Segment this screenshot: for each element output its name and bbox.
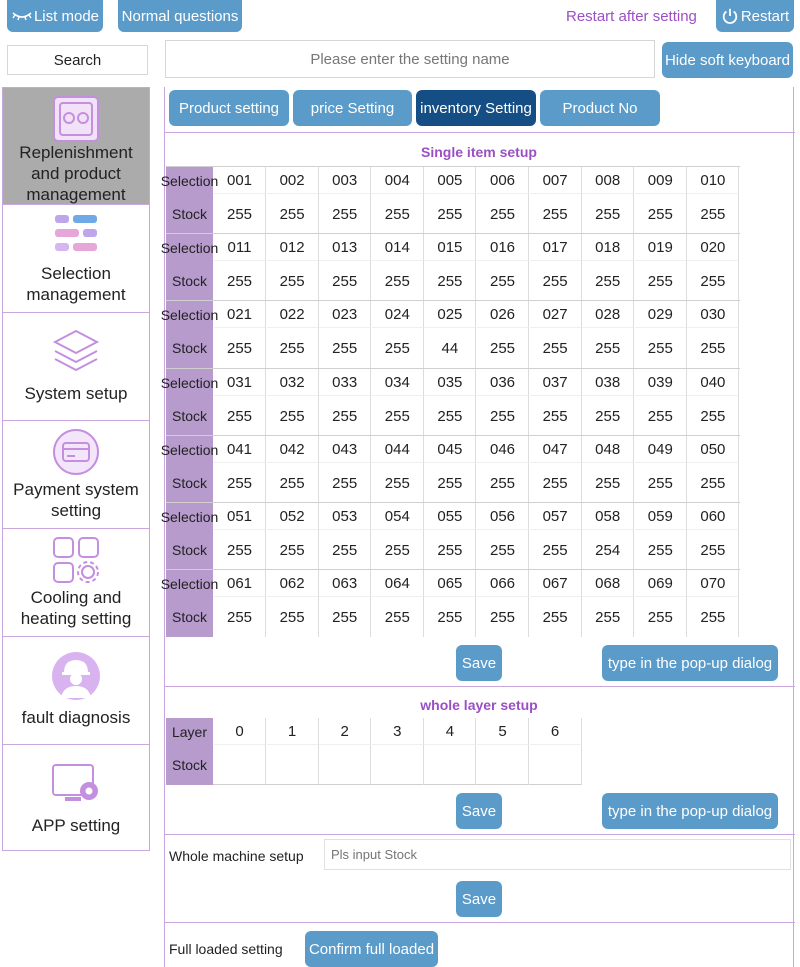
whole-layer-save-button[interactable] (456, 793, 502, 829)
stock-cell[interactable]: 254 (582, 530, 634, 570)
selection-cell: 045 (424, 436, 476, 463)
stock-cell[interactable]: 255 (372, 463, 424, 503)
single-item-row-block (160, 502, 740, 569)
stock-cell[interactable]: 44 (424, 328, 476, 368)
stock-cell[interactable]: 255 (530, 194, 582, 234)
restart-label: Restart (740, 7, 790, 25)
selection-cell: 048 (582, 436, 634, 463)
selection-cell: 036 (477, 369, 529, 396)
stock-cell[interactable]: 255 (214, 328, 266, 368)
stock-cell[interactable]: 255 (477, 396, 529, 436)
selection-cell: 069 (635, 570, 687, 597)
stock-cell[interactable]: 255 (424, 396, 476, 436)
selection-cell: 053 (319, 503, 371, 530)
layer-header: Layer (166, 718, 213, 745)
stock-header: Stock (166, 530, 213, 570)
normal-questions-label: Normal questions (121, 7, 239, 25)
cooling-heating-icon (51, 535, 101, 585)
selection-cell: 001 (214, 167, 266, 194)
whole-machine-label: Whole machine setup (169, 848, 304, 864)
selection-icon (51, 211, 101, 261)
stock-cell[interactable]: 255 (477, 194, 529, 234)
stock-cell[interactable]: 255 (372, 328, 424, 368)
sidebar-item-label: fault diagnosis (21, 708, 131, 727)
single-item-row-block (160, 368, 740, 435)
sidebar-item-payment[interactable] (3, 421, 149, 529)
stock-cell[interactable]: 255 (319, 396, 371, 436)
selection-cell: 034 (372, 369, 424, 396)
stock-cell[interactable]: 255 (582, 463, 634, 503)
stock-cell[interactable]: 255 (267, 261, 319, 301)
selection-cell: 032 (267, 369, 319, 396)
selection-cell: 067 (530, 570, 582, 597)
selection-cell: 009 (635, 167, 687, 194)
stock-cell[interactable]: 255 (635, 328, 687, 368)
stock-cell[interactable]: 255 (214, 530, 266, 570)
selection-cell: 064 (372, 570, 424, 597)
selection-cell: 057 (530, 503, 582, 530)
selection-cell: 027 (530, 301, 582, 328)
whole-machine-stock-input[interactable] (324, 839, 791, 870)
stock-header: Stock (166, 745, 213, 785)
sidebar-item-label: Cooling and heating setting (20, 588, 132, 628)
selection-cell: 021 (214, 301, 266, 328)
layer-stock-cell[interactable] (214, 745, 266, 785)
stock-cell[interactable]: 255 (372, 597, 424, 637)
sidebar-item-fault-diagnosis[interactable] (3, 637, 149, 745)
layer-cell: 5 (477, 718, 529, 745)
selection-cell: 007 (530, 167, 582, 194)
selection-cell: 049 (635, 436, 687, 463)
stock-cell[interactable]: 255 (424, 463, 476, 503)
tab-inventory-setting[interactable] (416, 90, 536, 126)
selection-cell: 043 (319, 436, 371, 463)
stock-cell[interactable]: 255 (319, 328, 371, 368)
selection-cell: 041 (214, 436, 266, 463)
stock-cell[interactable]: 255 (267, 597, 319, 637)
stock-cell[interactable]: 255 (582, 396, 634, 436)
stock-cell[interactable]: 255 (530, 396, 582, 436)
selection-cell: 046 (477, 436, 529, 463)
selection-cell: 025 (424, 301, 476, 328)
single-item-row-block (160, 233, 740, 300)
selection-cell: 050 (687, 436, 739, 463)
selection-cell: 038 (582, 369, 634, 396)
list-mode-label: List mode (33, 7, 100, 25)
selection-cell: 039 (635, 369, 687, 396)
stock-cell[interactable]: 255 (582, 261, 634, 301)
selection-cell: 003 (319, 167, 371, 194)
stock-cell[interactable]: 255 (477, 597, 529, 637)
stock-cell[interactable]: 255 (582, 597, 634, 637)
divider (165, 686, 795, 687)
selection-cell: 020 (687, 234, 739, 261)
tab-label: Product setting (178, 99, 280, 117)
sidebar-item-label: Selection management (26, 264, 126, 304)
tab-product-setting[interactable] (169, 90, 289, 126)
stock-header: Stock (166, 396, 213, 436)
stock-cell[interactable]: 255 (477, 328, 529, 368)
payment-card-icon (51, 427, 101, 477)
stock-cell[interactable]: 255 (424, 597, 476, 637)
selection-cell: 011 (214, 234, 266, 261)
selection-cell: 017 (530, 234, 582, 261)
eye-closed-icon (11, 10, 33, 22)
stock-header: Stock (166, 463, 213, 503)
layer-stock-cell[interactable] (372, 745, 424, 785)
selection-cell: 054 (372, 503, 424, 530)
selection-cell: 066 (477, 570, 529, 597)
selection-cell: 035 (424, 369, 476, 396)
selection-cell: 023 (319, 301, 371, 328)
selection-cell: 052 (267, 503, 319, 530)
single-item-row-block (160, 166, 740, 233)
sidebar-item-replenishment[interactable] (3, 88, 149, 205)
selection-cell: 005 (424, 167, 476, 194)
selection-cell: 044 (372, 436, 424, 463)
stock-cell[interactable]: 255 (687, 328, 739, 368)
search-button[interactable]: Search (7, 45, 148, 75)
selection-cell: 026 (477, 301, 529, 328)
selection-cell: 031 (214, 369, 266, 396)
selection-cell: 016 (477, 234, 529, 261)
selection-cell: 060 (687, 503, 739, 530)
confirm-full-loaded-label: Confirm full loaded (308, 940, 435, 958)
selection-cell: 030 (687, 301, 739, 328)
selection-header: Selection (166, 167, 213, 194)
stock-cell[interactable]: 255 (687, 396, 739, 436)
sidebar-item-label: APP setting (31, 816, 121, 835)
selection-cell: 004 (372, 167, 424, 194)
single-item-title: Single item setup (421, 144, 537, 160)
stock-cell[interactable]: 255 (372, 194, 424, 234)
tab-label: Product No (562, 99, 638, 117)
selection-cell: 010 (687, 167, 739, 194)
sidebar-item-selection[interactable] (3, 205, 149, 313)
selection-header: Selection (166, 503, 213, 530)
stock-cell[interactable]: 255 (319, 194, 371, 234)
stock-cell[interactable]: 255 (687, 597, 739, 637)
stock-cell[interactable]: 255 (635, 597, 687, 637)
sidebar-item-label: Replenishment and product management (19, 143, 133, 204)
layer-cell: 2 (319, 718, 371, 745)
stock-cell[interactable]: 255 (635, 463, 687, 503)
selection-cell: 006 (477, 167, 529, 194)
single-item-row-block (160, 435, 740, 502)
layers-icon (51, 327, 101, 377)
stock-cell[interactable]: 255 (530, 530, 582, 570)
single-item-save-button[interactable] (456, 645, 502, 681)
selection-cell: 061 (214, 570, 266, 597)
selection-cell: 058 (582, 503, 634, 530)
selection-cell: 013 (319, 234, 371, 261)
stock-cell[interactable]: 255 (687, 463, 739, 503)
stock-cell[interactable]: 255 (424, 261, 476, 301)
selection-cell: 063 (319, 570, 371, 597)
selection-cell: 065 (424, 570, 476, 597)
stock-cell[interactable]: 255 (687, 194, 739, 234)
stock-cell[interactable]: 255 (214, 261, 266, 301)
selection-header: Selection (166, 234, 213, 261)
layer-stock-cell[interactable] (530, 745, 582, 785)
sidebar-item-label: System setup (24, 384, 128, 403)
stock-cell[interactable]: 255 (214, 194, 266, 234)
stock-cell[interactable]: 255 (424, 530, 476, 570)
stock-cell[interactable]: 255 (687, 261, 739, 301)
popup-label: type in the pop-up dialog (607, 654, 773, 672)
app-gear-icon (51, 761, 101, 811)
sidebar-item-system-setup[interactable] (3, 313, 149, 421)
layer-cell: 1 (267, 718, 319, 745)
selection-cell: 019 (635, 234, 687, 261)
whole-layer-title: whole layer setup (420, 697, 538, 713)
stock-cell[interactable]: 255 (372, 261, 424, 301)
whole-machine-save-button[interactable] (456, 881, 502, 917)
stock-cell[interactable]: 255 (477, 261, 529, 301)
stock-header: Stock (166, 597, 213, 637)
selection-cell: 051 (214, 503, 266, 530)
selection-header: Selection (166, 436, 213, 463)
stock-cell[interactable]: 255 (530, 597, 582, 637)
hide-soft-keyboard-button[interactable] (662, 42, 793, 78)
sidebar-item-app-setting[interactable] (3, 745, 149, 852)
selection-cell: 062 (267, 570, 319, 597)
save-label: Save (461, 654, 497, 672)
stock-cell[interactable]: 255 (635, 530, 687, 570)
sidebar-item-label: Payment system setting (13, 480, 139, 520)
sidebar-item-cooling-heating[interactable] (3, 529, 149, 637)
stock-cell[interactable]: 255 (635, 396, 687, 436)
selection-cell: 022 (267, 301, 319, 328)
popup-label: type in the pop-up dialog (607, 802, 773, 820)
restart-after-setting-text: Restart after setting (566, 8, 697, 25)
stock-cell[interactable]: 255 (635, 261, 687, 301)
layer-stock-cell[interactable] (319, 745, 371, 785)
whole-layer-block (166, 718, 582, 785)
stock-cell[interactable]: 255 (530, 328, 582, 368)
stock-cell[interactable]: 255 (267, 194, 319, 234)
layer-stock-cell[interactable] (267, 745, 319, 785)
selection-cell: 014 (372, 234, 424, 261)
selection-cell: 070 (687, 570, 739, 597)
selection-cell: 024 (372, 301, 424, 328)
stock-cell[interactable]: 255 (635, 194, 687, 234)
layer-cell: 4 (424, 718, 476, 745)
save-label: Save (461, 802, 497, 820)
stock-cell[interactable]: 255 (424, 194, 476, 234)
selection-cell: 055 (424, 503, 476, 530)
power-icon (721, 7, 739, 25)
single-item-row-block (160, 569, 740, 636)
stock-cell[interactable]: 255 (687, 530, 739, 570)
stock-cell[interactable]: 255 (214, 463, 266, 503)
stock-cell[interactable]: 255 (477, 530, 529, 570)
selection-cell: 002 (267, 167, 319, 194)
selection-header: Selection (166, 369, 213, 396)
stock-cell[interactable]: 255 (582, 328, 634, 368)
stock-header: Stock (166, 194, 213, 234)
stock-cell[interactable]: 255 (214, 597, 266, 637)
single-item-row-block (160, 300, 740, 367)
divider (165, 834, 795, 835)
replenishment-icon (51, 94, 101, 144)
stock-cell[interactable]: 255 (582, 194, 634, 234)
selection-cell: 029 (635, 301, 687, 328)
stock-cell[interactable]: 255 (319, 463, 371, 503)
tab-price-setting[interactable] (293, 90, 412, 126)
selection-cell: 018 (582, 234, 634, 261)
selection-cell: 015 (424, 234, 476, 261)
stock-cell[interactable]: 255 (267, 530, 319, 570)
stock-header: Stock (166, 328, 213, 368)
stock-header: Stock (166, 261, 213, 301)
full-loaded-label: Full loaded setting (169, 941, 283, 957)
single-item-popup-button[interactable] (602, 645, 778, 681)
engineer-icon (51, 651, 101, 701)
save-label: Save (461, 890, 497, 908)
selection-cell: 047 (530, 436, 582, 463)
selection-cell: 056 (477, 503, 529, 530)
tab-label: inventory Setting (420, 99, 532, 117)
stock-cell[interactable]: 255 (372, 530, 424, 570)
selection-cell: 012 (267, 234, 319, 261)
selection-header: Selection (166, 570, 213, 597)
selection-cell: 068 (582, 570, 634, 597)
confirm-full-loaded-button[interactable] (305, 931, 438, 967)
selection-cell: 033 (319, 369, 371, 396)
layer-cell: 3 (372, 718, 424, 745)
sidebar (2, 87, 150, 851)
list-mode-button[interactable] (7, 0, 103, 32)
stock-cell[interactable]: 255 (530, 261, 582, 301)
stock-cell[interactable]: 255 (267, 463, 319, 503)
hide-soft-keyboard-label: Hide soft keyboard (664, 51, 791, 69)
layer-stock-cell[interactable] (477, 745, 529, 785)
stock-cell[interactable]: 255 (530, 463, 582, 503)
setting-name-input[interactable] (165, 40, 655, 78)
whole-layer-popup-button[interactable] (602, 793, 778, 829)
normal-questions-button[interactable] (118, 0, 242, 32)
stock-cell[interactable]: 255 (319, 530, 371, 570)
stock-cell[interactable]: 255 (372, 396, 424, 436)
divider (165, 132, 795, 133)
layer-cell: 0 (214, 718, 266, 745)
stock-cell[interactable]: 255 (267, 396, 319, 436)
stock-cell[interactable]: 255 (319, 597, 371, 637)
layer-cell: 6 (530, 718, 582, 745)
selection-cell: 008 (582, 167, 634, 194)
stock-cell[interactable]: 255 (267, 328, 319, 368)
selection-header: Selection (166, 301, 213, 328)
selection-cell: 042 (267, 436, 319, 463)
stock-cell[interactable]: 255 (214, 396, 266, 436)
stock-cell[interactable]: 255 (477, 463, 529, 503)
layer-stock-cell[interactable] (424, 745, 476, 785)
tab-product-no[interactable] (540, 90, 660, 126)
selection-cell: 040 (687, 369, 739, 396)
selection-cell: 037 (530, 369, 582, 396)
selection-cell: 059 (635, 503, 687, 530)
selection-cell: 028 (582, 301, 634, 328)
stock-cell[interactable]: 255 (319, 261, 371, 301)
restart-button[interactable] (716, 0, 794, 32)
divider (165, 922, 795, 923)
tab-label: price Setting (310, 99, 395, 117)
